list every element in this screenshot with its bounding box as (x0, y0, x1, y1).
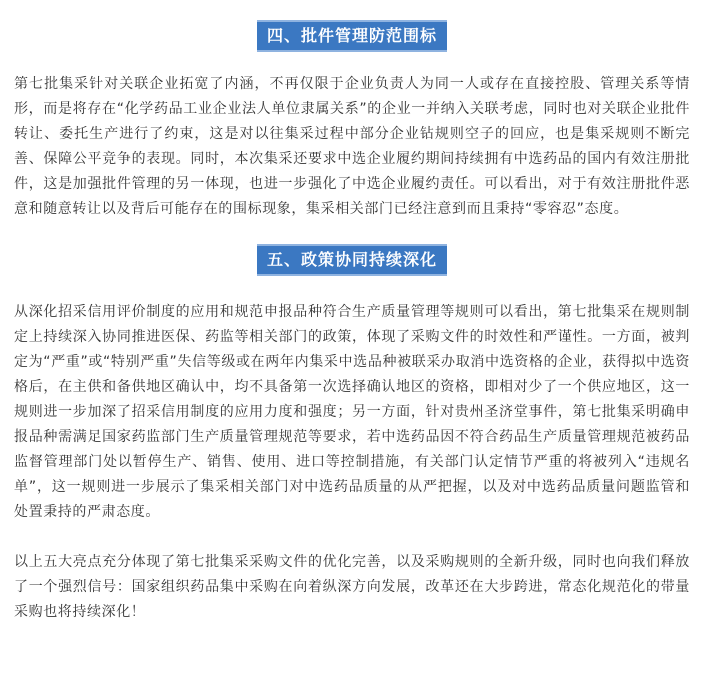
section-5-heading: 五、政策协同持续深化 (257, 244, 447, 276)
section-4-paragraph: 第七批集采针对关联企业拓宽了内涵，不再仅限于企业负责人为同一人或存在直接控股、管理关系等情形，而是将存在“化学药品工业企业法人单位隶属关系”的企业一并纳入关联考虑，同时也对关联企业批件转让、委托生产进行了约束，这是对以往集采过程中部分企业钻规则空子的回应，也是集采规则不断完善、保障公平竞争的表现。同时，本次集采还要求中选企业履约期间持续拥有中选药品的国内有效注册批件，这是加强批件管理的另一体现，也进一步强化了中选企业履约责任。可以看出，对于有效注册批件恶意和随意转让以及背后可能存在的围标现象，集采相关部门已经注意到而且秉持“零容忍”态度。 (14, 76, 690, 217)
section-5-paragraph: 从深化招采信用评价制度的应用和规范申报品种符合生产质量管理等规则可以看出，第七批集采在规则制定上持续深入协同推进医保、药监等相关部门的政策，体现了采购文件的时效性和严谨性。一方面，被判定为“严重”或“特别严重”失信等级或在两年内集采中选品种被联采办取消中选资格的企业，获得拟中选资格后，在主供和备供地区确认中，均不具备第一次选择确认地区的资格，即相对少了一个供应地区，这一规则进一步加深了招采信用制度的应用力度和强度；另一方面，针对贵州圣济堂事件，第七批集采明确申报品种需满足国家药监部门生产质量管理规范等要求，若中选药品因不符合药品生产质量管理规范被药品监督管理部门处以暂停生产、销售、使用、进口等控制措施，有关部门认定情节严重的将被列入“违规名单”，这一规则进一步展示了集采相关部门对中选药品质量的从严把握，以及对中选药品质量问题监管和处置秉持的严肃态度。 (14, 304, 690, 520)
conclusion-paragraph: 以上五大亮点充分体现了第七批集采采购文件的优化完善，以及采购规则的全新升级，同时也向我们释放了一个强烈信号：国家组织药品集中采购在向着纵深方向发展，改革还在大步跨进，常态化规范化的带量采购也将持续深化！ (14, 554, 690, 620)
article-body (0, 20, 704, 698)
section-4-heading-wrap (14, 20, 690, 52)
section-4-heading: 四、批件管理防范围标 (257, 20, 447, 52)
section-5-heading-wrap (14, 244, 690, 276)
